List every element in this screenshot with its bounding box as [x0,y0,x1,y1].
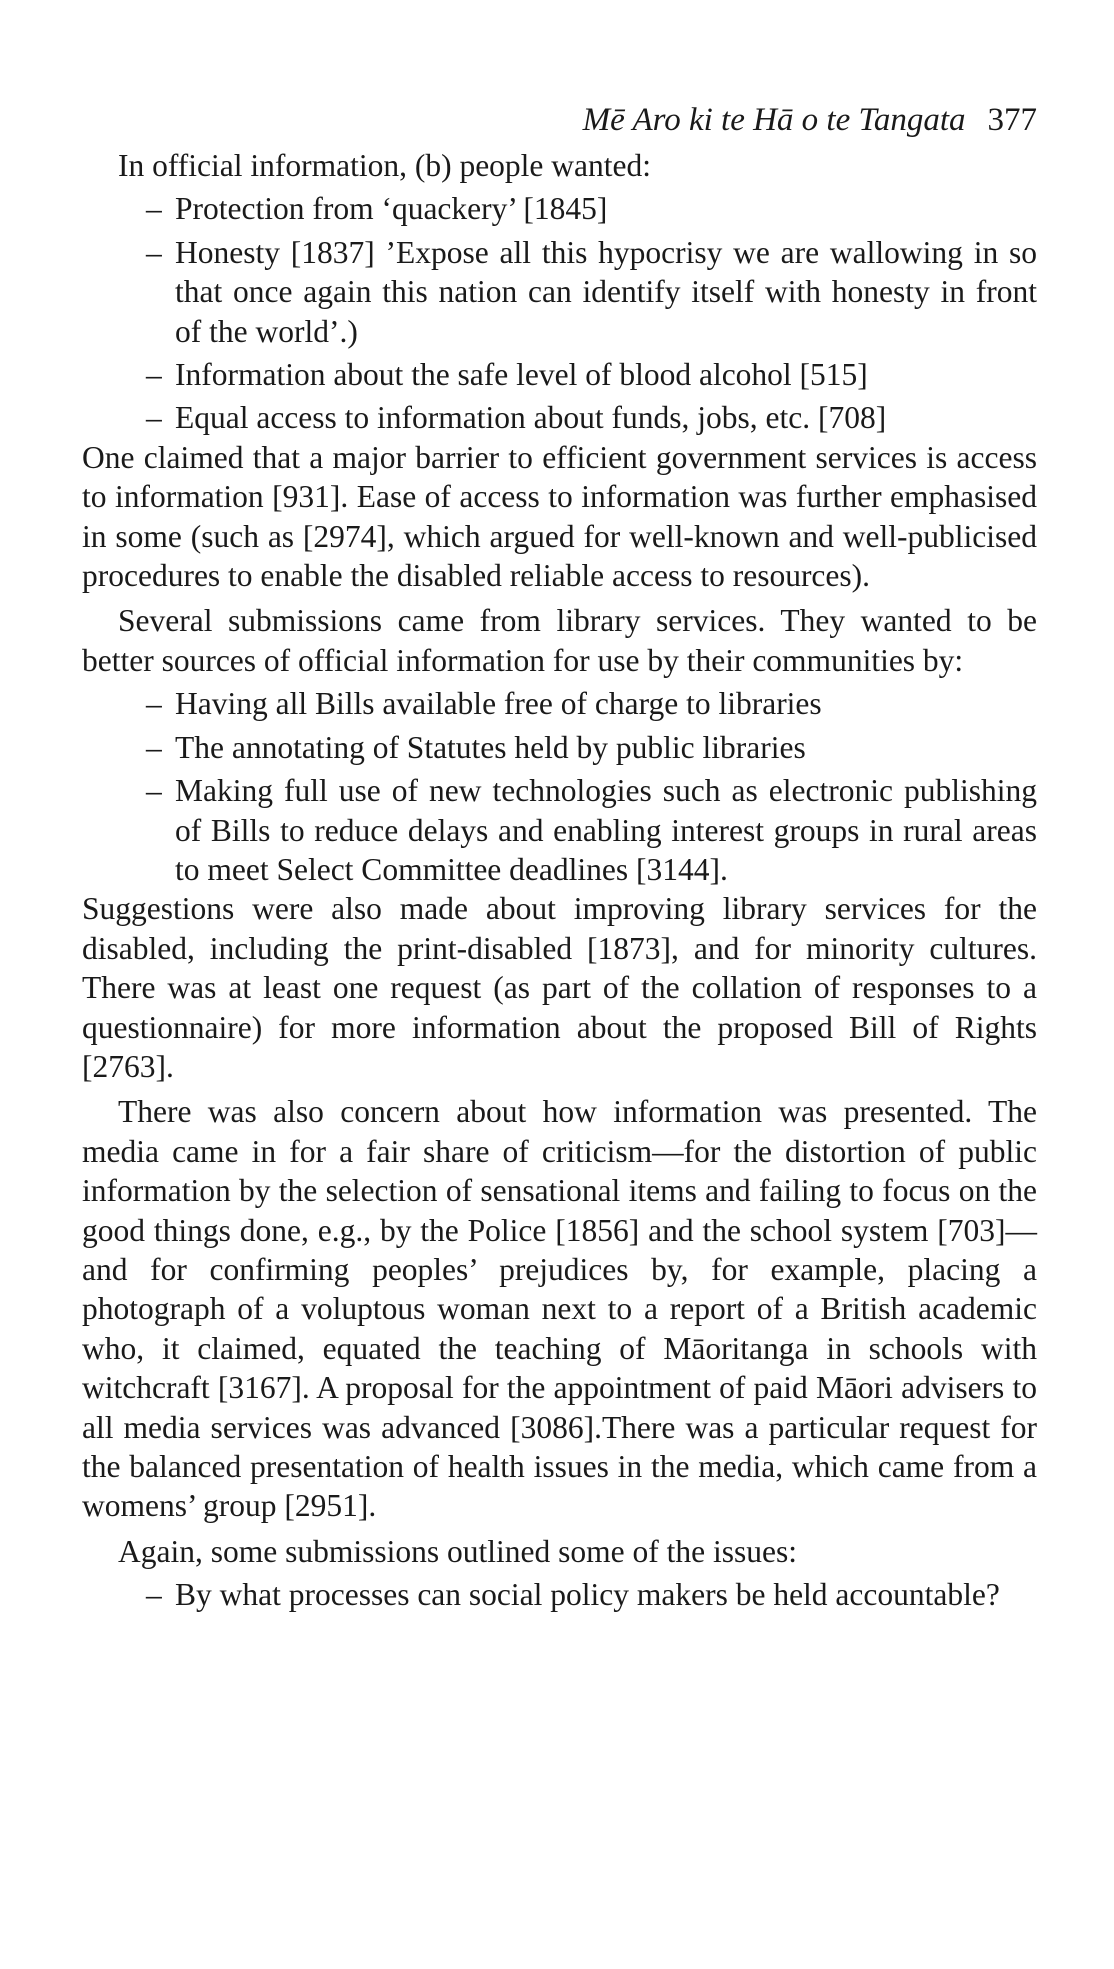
paragraph-media: There was also concern about how information was presented. The media came in for a fair share of criticism—for the distortion of public information by the selection of sensational items and failing to focus on the good things done, e.g., by the Police [1856] and the school system [703]—and for confirming peoples’ prejudices by, for example, placing a photograph of a voluptous woman next to a report of a British academic who, it claimed, equated the teaching of Māoritanga in schools with witchcraft [3167]. A proposal for the appointment of paid Māori advisers to all media services was advanced [3086].There was a particular request for the balanced presentation of health issues in the media, which came from a womens’ group [2951]. [82,1094,1037,1524]
list-item [146,189,1037,228]
list-item-text: By what processes can social policy makers be held accountable? [175,1577,1000,1613]
list-item [146,728,1037,767]
official-information-list [82,189,1037,437]
dash-marker: – [146,191,162,227]
page-number: 377 [987,102,1037,138]
running-head [82,100,1037,140]
list-item-text: Protection from ‘quackery’ [1845] [175,191,608,227]
list-item-text: Making full use of new technologies such as electronic publishing of Bills to reduce delays and enabling interest groups in rural areas to meet Select Committee deadlines [3144]. [175,773,1037,887]
paragraph-library: Several submissions came from library services. They wanted to be better sources of official information for use by their communities by: [82,603,1037,678]
list-item-text: Information about the safe level of blood alcohol [515] [175,357,868,393]
list-item [146,771,1037,889]
dash-marker: – [146,686,162,722]
list-item [146,1575,1037,1614]
dash-marker: – [146,357,162,393]
dash-marker: – [146,234,162,270]
list-item-text: Honesty [1837] ’Expose all this hypocrisy we are wallowing in so that once again this nation can identify itself with honesty in front of the world’.) [175,234,1037,349]
paragraph-barrier: One claimed that a major barrier to efficient government services is access to information [931]. Ease of access to information was further emphasised in some (such as [2974], which argued for well-known and well-publicised procedures to enable the disabled reliable access to resources). [82,439,1037,594]
intro-paragraph: In official information, (b) people wanted: [118,148,651,183]
dash-marker: – [146,729,162,765]
paragraph-issues: Again, some submissions outlined some of the issues: [118,1533,797,1569]
paragraph-suggestions: Suggestions were also made about improving library services for the disabled, including the print-disabled [1873], and for minority cultures. There was at least one request (as part of the collation of responses to a questionnaire) for more information about the proposed Bill of Rights [2763]. [82,891,1037,1084]
body-text [82,146,1037,1615]
dash-marker: – [146,400,162,436]
list-item [146,355,1037,394]
list-item-text: Equal access to information about funds, jobs, etc. [708] [175,400,887,436]
list-item [146,233,1037,351]
issues-list [82,1575,1037,1614]
list-item-text: Having all Bills available free of charge to libraries [175,686,822,722]
dash-marker: – [146,1577,162,1613]
list-item-text: The annotating of Statutes held by public libraries [175,729,806,765]
list-item [146,398,1037,437]
list-item [146,684,1037,723]
running-head-title: Mē Aro ki te Hā o te Tangata [582,102,966,138]
library-services-list [82,684,1037,889]
page [82,100,1037,1615]
dash-marker: – [146,773,162,809]
